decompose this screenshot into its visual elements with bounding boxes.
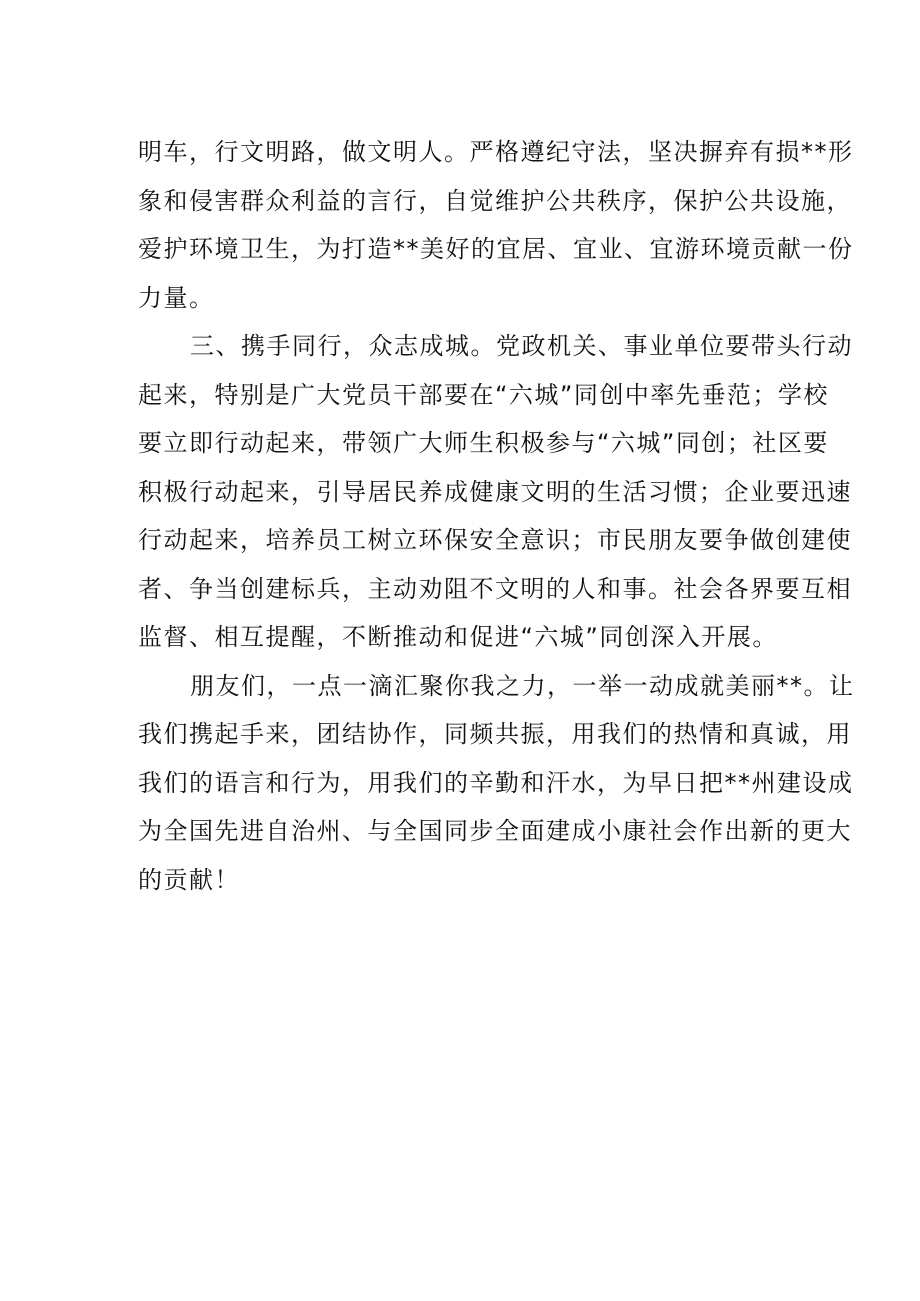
text-line: 三、携手同行，众志成城。党政机关、事业单位要带头行动 [190, 332, 853, 360]
document-body [138, 128, 855, 904]
text-line: 我们携起手来，团结协作，同频共振，用我们的热情和真诚，用 [138, 720, 852, 748]
text-line: 象和侵害群众利益的言行，自觉维护公共秩序，保护公共设施， [138, 186, 852, 215]
text-line: 积极行动起来，引导居民养成健康文明的生活习惯；企业要迅速 [138, 477, 852, 506]
paragraph-continuation [138, 128, 854, 322]
text-line: 起来，特别是广大党员干部要在“六城”同创中率先垂范；学校 [138, 380, 829, 409]
text-line: 力量。 [138, 283, 215, 312]
text-line: 朋友们，一点一滴汇聚你我之力，一举一动成就美丽**。让 [190, 671, 855, 700]
text-line: 要立即行动起来，带领广大师生积极参与“六城”同创；社区要 [138, 429, 829, 457]
text-line: 监督、相互提醒，不断推动和促进“六城”同创深入开展。 [138, 623, 778, 651]
text-line: 者、争当创建标兵，主动劝阻不文明的人和事。社会各界要互相 [138, 574, 852, 603]
text-line: 为全国先进自治州、与全国同步全面建成小康社会作出新的更大 [138, 817, 852, 845]
text-line: 爱护环境卫生，为打造**美好的宜居、宜业、宜游环境贡献一份 [138, 235, 854, 263]
text-line: 明车，行文明路，做文明人。严格遵纪守法，坚决摒弃有损**形 [138, 138, 854, 166]
text-line: 行动起来，培养员工树立环保安全意识；市民朋友要争做创建使 [138, 526, 852, 554]
paragraph-closing [138, 662, 855, 905]
text-line: 我们的语言和行为，用我们的辛勤和汗水，为早日把**州建设成 [138, 768, 854, 797]
paragraph-section-three [138, 322, 853, 662]
text-line: 的贡献！ [138, 865, 240, 894]
